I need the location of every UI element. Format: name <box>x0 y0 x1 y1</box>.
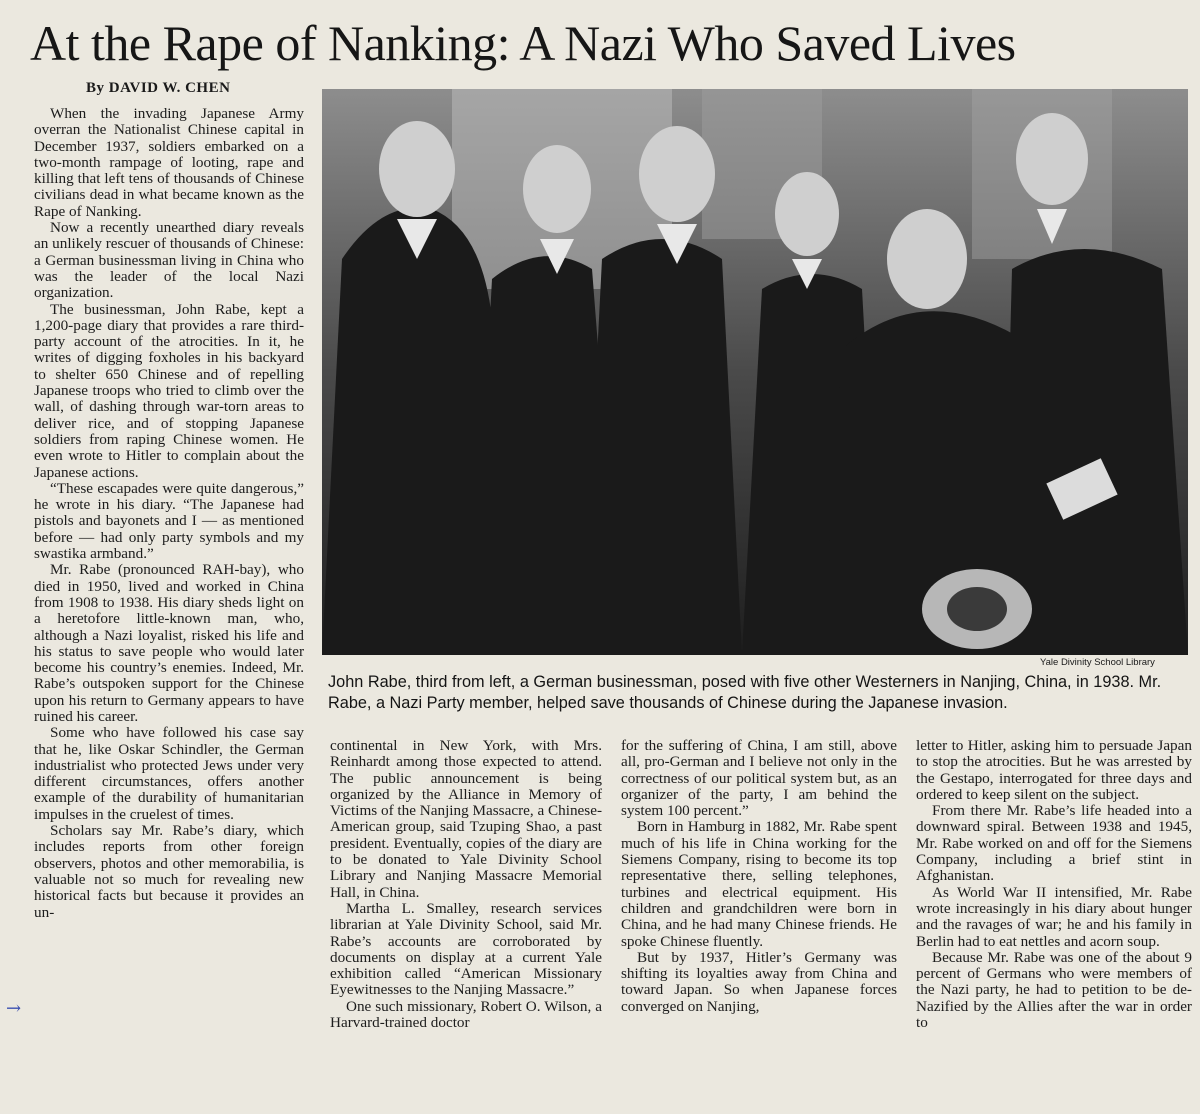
paragraph: Now a recently unearthed diary reveals an unlikely rescuer of thousands of Chinese: a German businessman living in China who was the leader of the local Nazi organization. <box>34 219 304 302</box>
paragraph: Martha L. Smalley, research services librarian at Yale Divinity School, said Mr. Rabe’s accounts are corroborated by documents on display at a current Yale exhibition called “American Missionary Eyewitnesses to the Nanjing Massacre.” <box>330 899 602 999</box>
paragraph: One such missionary, Robert O. Wilson, a Harvard-trained doctor <box>330 997 602 1032</box>
paragraph: for the suffering of China, I am still, above all, pro-German and I believe not only in the correctness of our political system but, as an organizer of the party, I am behind the system 100 percent.” <box>621 738 897 820</box>
photo-credit: Yale Divinity School Library <box>1040 657 1155 668</box>
photo-caption: John Rabe, third from left, a German businessman, posed with five other Westerners in Nanjing, China, in 1938. Mr. Rabe, a Nazi Party member, helped save thousands of Chinese during the Japanese invasion. <box>328 673 1162 712</box>
article-column-3 <box>621 738 897 1114</box>
group-photograph <box>322 89 1188 655</box>
paragraph: But by 1937, Hitler’s Germany was shifting its loyalties away from China and toward Japan. So when Japanese forces converged on Nanjing, <box>621 948 897 1015</box>
paragraph: Some who have followed his case say that he, like Oskar Schindler, the German industrialist who protected Jews under very different circumstances, offers another example of the durability of humanitarian impulses in the cruelest of times. <box>34 724 304 823</box>
handwritten-arrow-icon: → <box>6 998 22 1019</box>
paragraph: Because Mr. Rabe was one of the about 9 percent of Germans who were members of the Nazi party, he had to petition to be de-Nazified by the Allies after the war in order to <box>916 948 1192 1032</box>
paragraph: Scholars say Mr. Rabe’s diary, which includes reports from other foreign observers, photos and other memorabilia, is valuable not so much for revealing new historical facts but because it provides an un- <box>34 822 304 921</box>
paragraph: As World War II intensified, Mr. Rabe wrote increasingly in his diary about hunger and the ravages of war; he and his family in Berlin had to eat nettles and acorn soup. <box>916 883 1192 950</box>
paragraph: The businessman, John Rabe, kept a 1,200-page diary that provides a rare third-party account of the atrocities. In it, he writes of digging foxholes in his backyard to shelter 650 Chinese and of repelling Japanese troops who tried to climb over the wall, of dashing through war-torn areas to deliver rice, and of stopping Japanese soldiers from raping Chinese women. He even wrote to Hitler to complain about the Japanese actions. <box>34 300 304 481</box>
article-column-1 <box>34 106 304 1114</box>
paragraph: letter to Hitler, asking him to persuade Japan to stop the atrocities. But he was arrested by the Gestapo, interrogated for three days and ordered to keep silent on the subject. <box>916 738 1192 803</box>
article-column-2 <box>330 738 602 1114</box>
paragraph: continental in New York, with Mrs. Reinhardt among those expected to attend. The public announcement is being organized by the Alliance in Memory of Victims of the Nanjing Massacre, a Chinese-American group, said Tzuping Shao, a past president. Eventually, copies of the diary are to be donated to Yale Divinity School Library and Nanjing Massacre Memorial Hall, in China. <box>330 738 602 901</box>
photo-image <box>322 89 1188 655</box>
article-column-4 <box>916 738 1192 1114</box>
paragraph: From there Mr. Rabe’s life headed into a downward spiral. Between 1938 and 1945, Mr. Rabe worked on and off for the Siemens Company, including a brief stint in Afghanistan. <box>916 802 1192 885</box>
paragraph: When the invading Japanese Army overran the Nationalist Chinese capital in December 1937, soldiers embarked on a two-month rampage of looting, rape and killing that left tens of thousands of Chinese civilians dead in what became known as the Rape of Nanking. <box>34 106 304 220</box>
paragraph: Born in Hamburg in 1882, Mr. Rabe spent much of his life in China working for the Siemens Company, rising to become its top representative there, selling telephones, turbines and electrical equipment. His children and grandchildren were born in China, and he had many Chinese friends. He spoke Chinese fluently. <box>621 818 897 950</box>
headline: At the Rape of Nanking: A Nazi Who Saved Lives <box>30 15 1016 71</box>
paragraph: “These escapades were quite dangerous,” he wrote in his diary. “The Japanese had pistols and bayonets and I — as mentioned before — had only party symbols and my swastika armband.” <box>34 479 304 563</box>
byline: By DAVID W. CHEN <box>86 80 231 96</box>
paragraph: Mr. Rabe (pronounced RAH-bay), who died in 1950, lived and worked in China from 1908 to 1938. His diary sheds light on a heretofore little-known man, who, although a Nazi loyalist, risked his life and his status to save people who would later become his country’s enemies. Indeed, Mr. Rabe’s outspoken support for the Chinese upon his return to Germany appears to have ruined his career. <box>34 561 304 725</box>
